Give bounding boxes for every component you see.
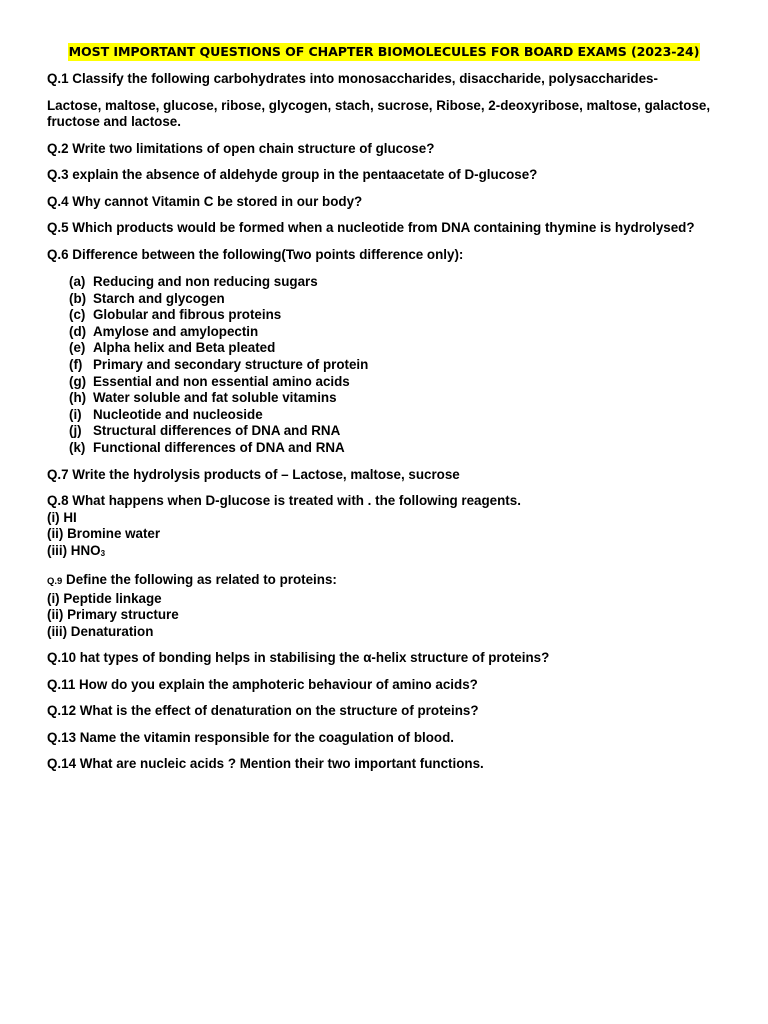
term-item: (i) Peptide linkage [47,590,162,606]
option-item [69,340,727,357]
question-13: Q.13 Name the vitamin responsible for the coagulation of blood. [47,729,454,745]
question-3: Q.3 explain the absence of aldehyde group in the pentaacetate of D-glucose? [47,167,538,182]
term-item: (ii) Primary structure [47,607,179,623]
question-2: Q.2 Write two limitations of open chain structure of glucose? [47,140,435,156]
subscript-3: 3 [100,548,106,558]
option-text: Globular and fibrous proteins [93,307,282,323]
option-label: (b) [69,290,87,306]
option-label: (c) [69,307,86,323]
option-text: Nucleotide and nucleoside [93,406,263,422]
option-item [69,324,727,341]
option-label: (k) [69,439,86,455]
option-text: Reducing and non reducing sugars [93,274,318,289]
option-label: (a) [69,274,86,289]
option-item [69,307,727,324]
option-item [69,440,727,457]
option-text: Structural differences of DNA and RNA [93,423,341,439]
option-text: Starch and glycogen [93,290,225,306]
question-12: Q.12 What is the effect of denaturation on the structure of proteins? [47,703,479,719]
option-text: Functional differences of DNA and RNA [93,439,345,455]
reagent-item [47,543,727,563]
option-text: Alpha helix and Beta pleated [93,340,276,356]
term-item: (iii) Denaturation [47,623,154,639]
option-item [69,291,727,308]
option-item [69,357,727,374]
option-item [69,274,727,291]
option-label: (e) [69,340,86,356]
option-label: (i) [69,406,82,422]
question-6-options [69,274,727,457]
question-7: Q.7 Write the hydrolysis products of – Lactose, maltose, sucrose [47,466,460,482]
question-8: Q.8 What happens when D-glucose is treated with . the following reagents. [47,493,521,509]
option-label: (g) [69,373,87,389]
option-label: (h) [69,390,87,406]
question-1: Q.1 Classify the following carbohydrates into monosaccharides, disaccharide, polysaccharides- [47,71,658,86]
reagent-item: (i) HI [47,509,77,525]
question-9-text: Define the following as related to proteins: [62,572,337,588]
option-label: (d) [69,323,87,339]
question-1-carbohydrate-list: Lactose, maltose, glucose, ribose, glycogen, stach, sucrose, Ribose, 2-deoxyribose, maltose, galactose, fructose and lactose. [47,97,711,129]
option-label: (j) [69,423,82,439]
option-text: Essential and non essential amino acids [93,373,350,389]
option-item [69,374,727,391]
question-14: Q.14 What are nucleic acids ? Mention their two important functions. [47,756,484,772]
question-11: Q.11 How do you explain the amphoteric behaviour of amino acids? [47,676,478,692]
question-6: Q.6 Difference between the following(Two points difference only): [47,246,464,262]
question-10: Q.10 hat types of bonding helps in stabilising the α-helix structure of proteins? [47,650,550,666]
question-list [47,71,727,783]
question-9 [47,572,727,591]
question-5: Q.5 Which products would be formed when a nucleotide from DNA containing thymine is hydrolysed? [47,220,695,235]
option-item [69,390,727,407]
title-wrapper [0,43,768,61]
question-4: Q.4 Why cannot Vitamin C be stored in our body? [47,193,363,209]
option-item [69,423,727,440]
option-text: Amylose and amylopectin [93,323,259,339]
reagent-text: (iii) HNO [47,542,101,558]
document-title: MOST IMPORTANT QUESTIONS OF CHAPTER BIOMOLECULES FOR BOARD EXAMS (2023-24) [68,44,700,59]
option-label: (f) [69,356,83,372]
option-item [69,407,727,424]
question-9-terms [47,591,727,641]
option-text: Primary and secondary structure of protein [93,356,369,372]
question-8-reagents [47,510,727,563]
reagent-item: (ii) Bromine water [47,526,161,542]
option-text: Water soluble and fat soluble vitamins [93,390,337,406]
question-9-number: Q.9 [47,576,63,588]
